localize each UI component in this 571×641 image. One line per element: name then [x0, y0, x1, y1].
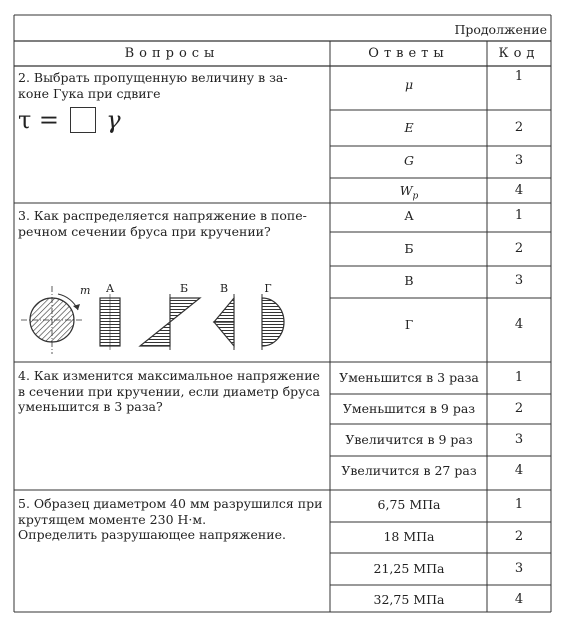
answer-5-3: 21,25 МПа	[373, 561, 445, 576]
question-4-text: 4. Как изменится максимальное напряжение в сечении при кручении, если диаметр бруса уменьшится в 3 раза?	[18, 368, 320, 414]
answer-4-1: Уменьшится в 3 раза	[339, 370, 479, 385]
code-4-2: 2	[514, 401, 524, 416]
code-3-3: 3	[514, 273, 524, 288]
answer-2-1: μ	[404, 77, 414, 92]
question-3-text: 3. Как распределяется напряжение в попе- речном сечении бруса при кручении?	[18, 208, 307, 239]
header-answers: Ответы	[368, 46, 449, 61]
answer-3-1: А	[404, 208, 414, 223]
answer-2-4	[332, 183, 486, 202]
question-2-text: 2. Выбрать пропущенную величину в за- коне Гука при сдвиге	[18, 70, 288, 101]
answer-3-3: В	[404, 273, 414, 288]
label-v: В	[219, 282, 229, 295]
formula-right: γ	[106, 106, 121, 134]
answer-3-2: Б	[404, 241, 414, 256]
formula-left: τ =	[18, 106, 60, 134]
answer-4-3: Увеличится в 9 раз	[345, 432, 473, 447]
blank-box	[70, 107, 96, 133]
code-5-2: 2	[514, 529, 524, 544]
code-2-4: 4	[514, 183, 524, 198]
diagram-a	[100, 294, 120, 350]
header-code: Код	[498, 46, 540, 61]
hooke-formula	[18, 106, 121, 134]
code-4-3: 3	[514, 432, 524, 447]
code-4-1: 1	[514, 370, 524, 385]
code-3-2: 2	[514, 241, 524, 256]
answer-2-4-main: W	[399, 183, 413, 198]
diagram-b	[140, 294, 200, 350]
answer-5-2: 18 МПа	[383, 529, 435, 544]
shaft-section	[21, 286, 83, 354]
answer-2-2: E	[404, 120, 414, 135]
answer-4-4: Увеличится в 27 раз	[341, 463, 477, 478]
label-a: А	[105, 282, 115, 295]
code-5-1: 1	[514, 497, 524, 512]
code-3-4: 4	[514, 317, 524, 332]
torsion-stress-diagram	[18, 278, 318, 368]
answer-2-4-sub: p	[412, 191, 419, 202]
code-3-1: 1	[514, 208, 524, 223]
label-b: Б	[179, 282, 189, 295]
answer-2-3: G	[404, 153, 414, 168]
code-2-2: 2	[514, 120, 524, 135]
diagram-g	[262, 294, 284, 350]
label-g: Г	[264, 282, 272, 295]
code-5-4: 4	[514, 592, 524, 607]
diagram-v	[214, 294, 234, 350]
answer-5-4: 32,75 МПа	[373, 592, 445, 607]
code-5-3: 3	[514, 561, 524, 576]
continuation-label: Продолжение	[454, 22, 547, 37]
code-4-4: 4	[514, 463, 524, 478]
header-questions: Вопросы	[124, 46, 220, 61]
answer-3-4: Г	[404, 317, 414, 332]
code-2-3: 3	[514, 153, 524, 168]
moment-label: m	[80, 284, 91, 297]
code-2-1: 1	[514, 69, 524, 84]
answer-4-2: Уменьшится в 9 раз	[342, 401, 476, 416]
answer-5-1: 6,75 МПа	[377, 497, 441, 512]
question-5-text: 5. Образец диаметром 40 мм разрушился при крутящем моменте 230 Н·м. Определить разрушающее напряжение.	[18, 496, 323, 542]
